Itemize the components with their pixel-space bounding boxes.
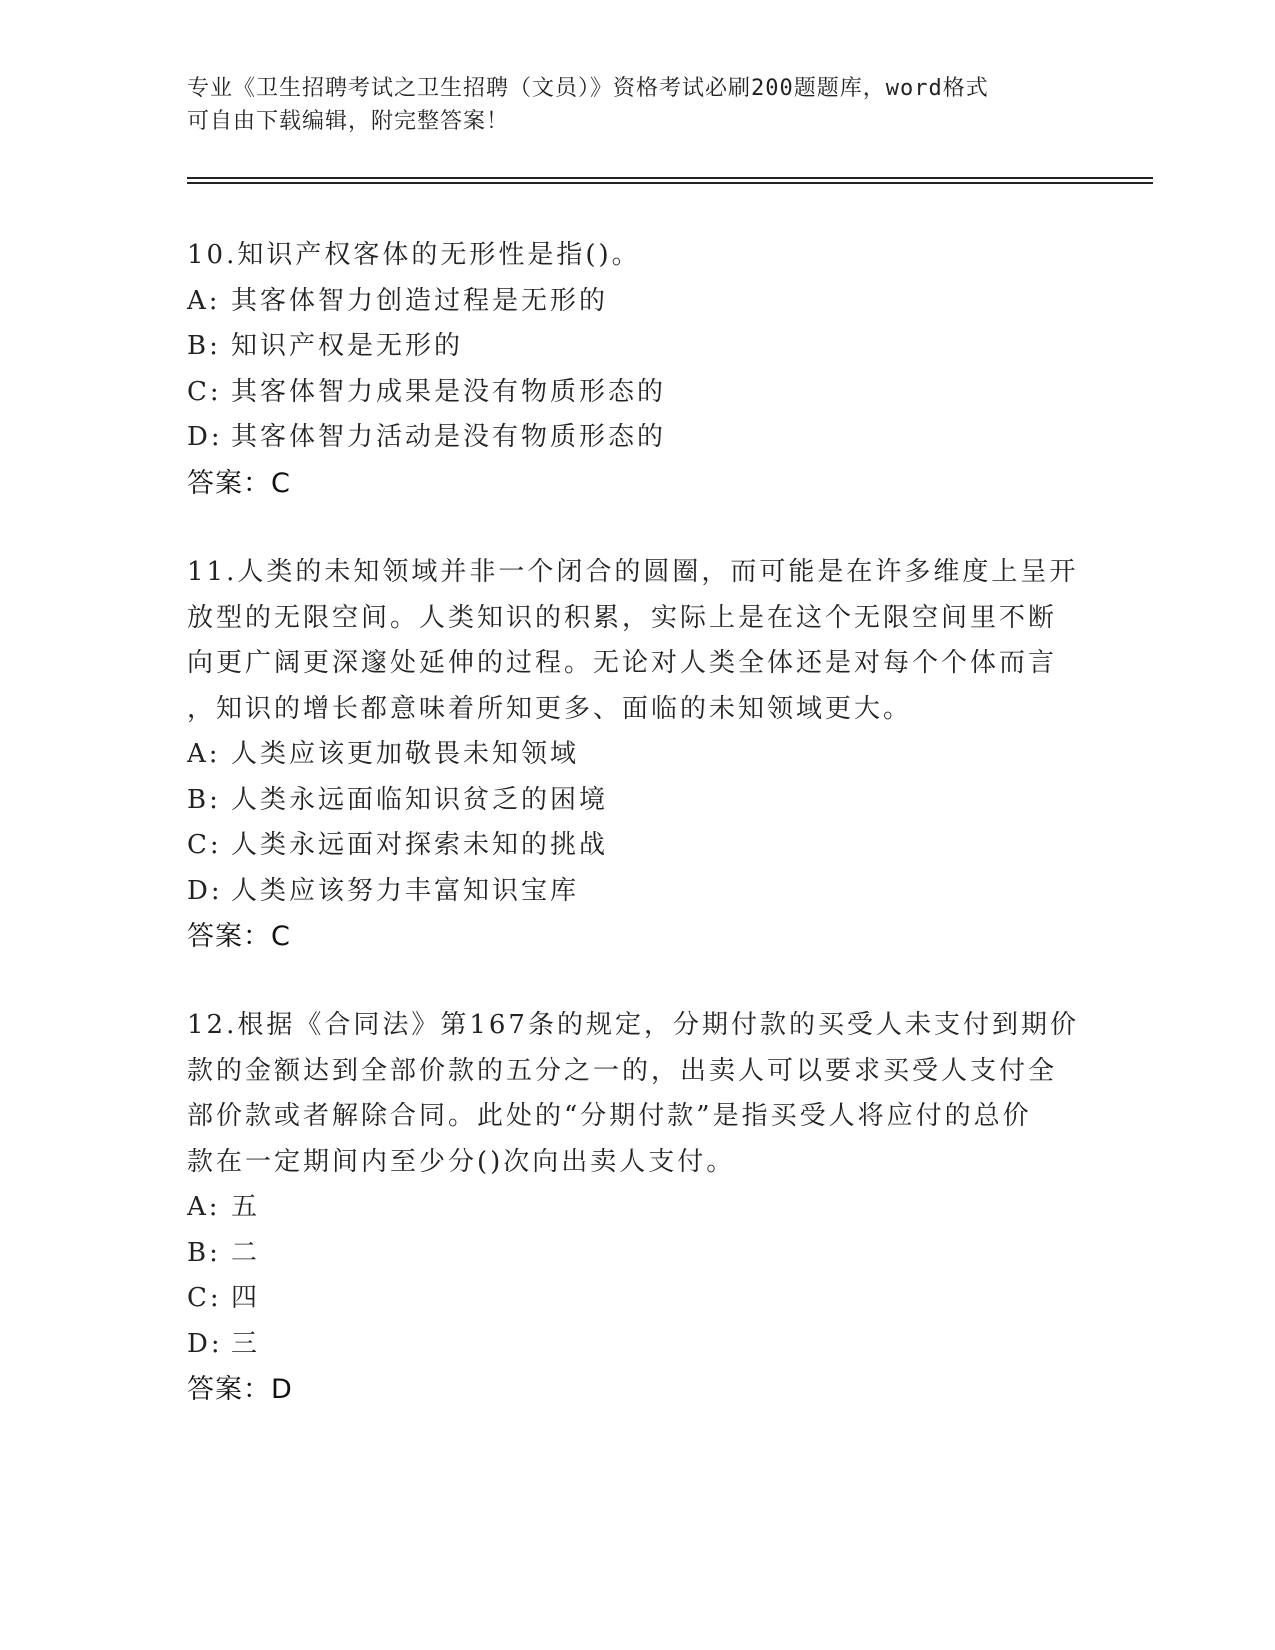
option-text: 人类应该努力丰富知识宝库 — [231, 875, 580, 906]
option-key: A: — [187, 285, 221, 316]
option-text: 五 — [231, 1192, 261, 1222]
option-text: 二 — [231, 1237, 261, 1268]
option-key: A: — [187, 739, 221, 769]
header-divider — [187, 182, 1153, 184]
option-key: A: — [187, 1192, 221, 1222]
question-11 — [187, 550, 1087, 960]
question-stem: 款的金额达到全部价款的五分之一的，出卖人可以要求买受人支付全 — [187, 1055, 1058, 1086]
question-stem: 向更广阔更深邃处延伸的过程。无论对人类全体还是对每个个体而言 — [187, 648, 1058, 678]
option-text: 四 — [231, 1283, 261, 1313]
option-d — [187, 415, 1087, 461]
option-key: C: — [187, 1283, 222, 1313]
option-text: 其客体智力活动是没有物质形态的 — [231, 422, 667, 452]
option-text: 三 — [231, 1328, 261, 1359]
question-stem: 10.知识产权客体的无形性是指()。 — [187, 240, 641, 270]
option-key: C: — [187, 830, 222, 860]
option-key: B: — [187, 784, 221, 815]
answer-line: 答案：C — [187, 467, 291, 499]
option-b — [187, 1231, 1087, 1277]
header-line: 专业《卫生招聘考试之卫生招聘（文员）》资格考试必刷200题题库，word格式 — [187, 76, 989, 101]
answer-line: 答案：D — [187, 1374, 293, 1405]
option-d — [187, 1322, 1087, 1368]
option-a — [187, 732, 1087, 778]
option-key: C: — [187, 376, 222, 407]
option-c — [187, 370, 1087, 416]
option-text: 人类永远面对探索未知的挑战 — [231, 830, 609, 860]
option-b — [187, 324, 1087, 370]
option-d — [187, 869, 1087, 915]
question-stem: ，知识的增长都意味着所知更多、面临的未知领域更大。 — [187, 693, 913, 724]
option-text: 知识产权是无形的 — [231, 331, 464, 361]
question-stem: 部价款或者解除合同。此处的“分期付款”是指买受人将应付的总价 — [187, 1101, 1032, 1131]
question-12 — [187, 1003, 1087, 1413]
question-10 — [187, 233, 1087, 506]
option-text: 人类应该更加敬畏未知领域 — [231, 739, 580, 769]
option-text: 人类永远面临知识贫乏的困境 — [231, 784, 609, 815]
question-stem: 12.根据《合同法》第167条的规定，分期付款的买受人未支付到期价 — [187, 1010, 1079, 1040]
option-key: B: — [187, 1237, 221, 1268]
option-a — [187, 1185, 1087, 1231]
question-stem: 11.人类的未知领域并非一个闭合的圆圈，而可能是在许多维度上呈开 — [187, 557, 1079, 587]
document-header — [187, 72, 1067, 138]
header-line: 可自由下载编辑，附完整答案！ — [187, 109, 510, 134]
question-stem: 放型的无限空间。人类知识的积累，实际上是在这个无限空间里不断 — [187, 602, 1058, 633]
option-a — [187, 279, 1087, 325]
option-c — [187, 823, 1087, 869]
header-divider — [187, 177, 1153, 179]
answer-line: 答案：C — [187, 921, 291, 952]
option-text: 其客体智力创造过程是无形的 — [231, 285, 609, 316]
option-b — [187, 778, 1087, 824]
option-key: D: — [187, 875, 223, 906]
option-key: B: — [187, 331, 221, 361]
option-text: 其客体智力成果是没有物质形态的 — [231, 376, 667, 407]
option-key: D: — [187, 422, 223, 452]
option-key: D: — [187, 1328, 223, 1359]
option-c — [187, 1276, 1087, 1322]
question-stem: 款在一定期间内至少分()次向出卖人支付。 — [187, 1146, 736, 1177]
